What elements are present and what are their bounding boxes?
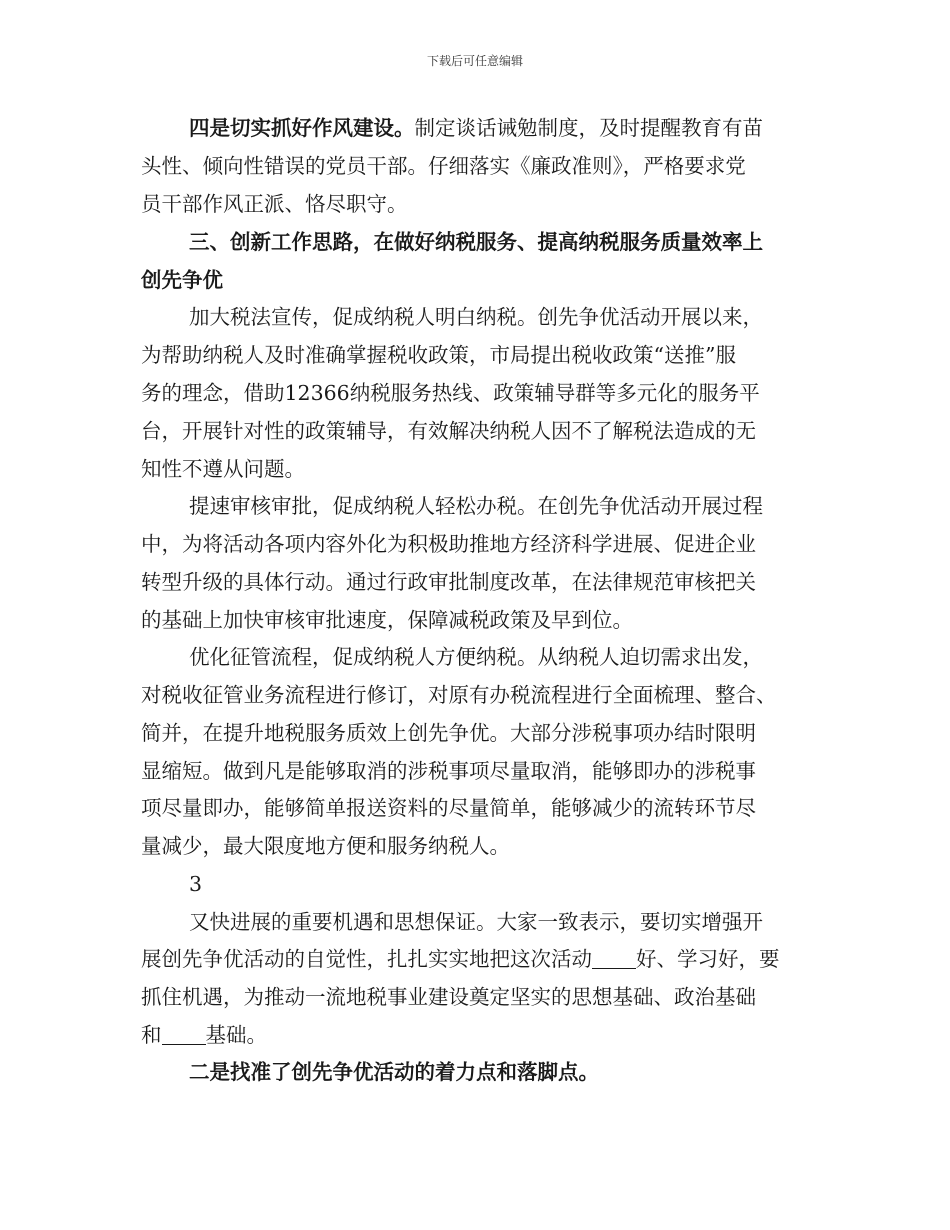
paragraph-line: 加大税法宣传，促成纳税人明白纳税。创先争优活动开展以来， [189, 305, 763, 329]
text-run: 制定谈话诫勉制度，及时提醒教育有苗 [414, 116, 763, 140]
paragraph-line: 员干部作风正派、恪尽职守。 [141, 192, 408, 216]
fill-blank [592, 948, 636, 969]
section-heading: 三、创新工作思路，在做好纳税服务、提高纳税服务质量效率上 [189, 230, 763, 254]
paragraph-line: 抓住机遇，为推动一流地税事业建设奠定坚实的思想基础、政治基础 [141, 985, 756, 1009]
paragraph-line: 优化征管流程，促成纳税人方便纳税。从纳税人迫切需求出发， [189, 645, 763, 669]
bold-paragraph: 二是找准了创先争优活动的着力点和落脚点。 [189, 1060, 599, 1084]
text-run: 展创先争优活动的自觉性，扎扎实实地把这次活动 [141, 947, 592, 971]
text-run: 基础。 [205, 1023, 267, 1047]
paragraph-line: 提速审核审批，促成纳税人轻松办税。在创先争优活动开展过程 [189, 494, 763, 518]
paragraph-line: 知性不遵从问题。 [141, 457, 305, 481]
paragraph-line: 量减少，最大限度地方便和服务纳税人。 [141, 834, 510, 858]
paragraph-line: 头性、倾向性错误的党员干部。仔细落实《廉政准则》，严格要求党 [141, 154, 746, 178]
paragraph-line: 务的理念，借助12366纳税服务热线、政策辅导群等多元化的服务平 [141, 381, 760, 405]
fill-blank [162, 1024, 206, 1045]
paragraph-line: 项尽量即办，能够简单报送资料的尽量简单，能够减少的流转环节尽 [141, 796, 756, 820]
paragraph-line: 简并，在提升地税服务质效上创先争优。大部分涉税事项办结时限明 [141, 721, 756, 745]
paragraph-line: 为帮助纳税人及时准确掌握税收政策，市局提出税收政策“送推”服 [141, 343, 736, 367]
paragraph-line: 的基础上加快审核审批速度，保障减税政策及早到位。 [141, 608, 633, 632]
paragraph-line: 中，为将活动各项内容外化为积极助推地方经济科学进展、促进企业 [141, 532, 756, 556]
text-run: 好、学习好，要 [636, 947, 780, 971]
paragraph-line [189, 113, 763, 143]
paragraph-line: 又快进展的重要机遇和思想保证。大家一致表示，要切实增强开 [189, 910, 763, 934]
paragraph-line: 台，开展针对性的政策辅导，有效解决纳税人因不了解税法造成的无 [141, 419, 756, 443]
page-number: 3 [189, 872, 203, 896]
bold-lead: 四是切实抓好作风建设。 [189, 116, 415, 140]
paragraph-line [141, 944, 780, 974]
paragraph-line: 转型升级的具体行动。通过行政审批制度改革，在法律规范审核把关 [141, 570, 756, 594]
paragraph-line: 显缩短。做到凡是能够取消的涉税事项尽量取消，能够即办的涉税事 [141, 759, 756, 783]
text-run: 和 [141, 1023, 162, 1047]
page-header: 下载后可任意编辑 [426, 54, 523, 68]
section-heading-cont: 创先争优 [141, 268, 223, 292]
paragraph-line [141, 1020, 267, 1050]
paragraph-line: 对税收征管业务流程进行修订，对原有办税流程进行全面梳理、整合、 [141, 683, 777, 707]
